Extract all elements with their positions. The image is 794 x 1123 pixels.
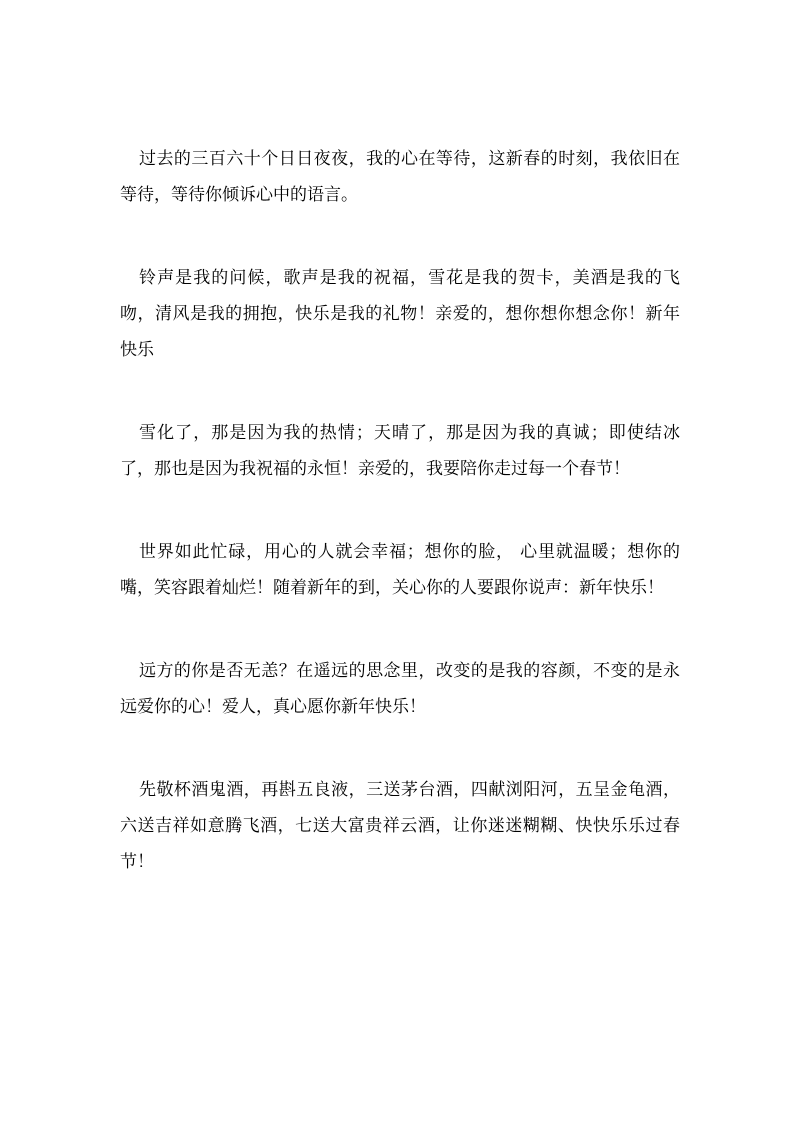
paragraph-6-text: 先敬杯酒鬼酒，再斟五良液，三送茅台酒，四献浏阳河，五呈金龟酒，六送吉祥如意腾飞酒，七送大富贵祥云酒，让你迷迷糊糊、快快乐乐过春节！ <box>120 780 680 872</box>
paragraph-5 <box>120 653 680 725</box>
paragraph-5-text: 远方的你是否无恙？在遥远的思念里，改变的是我的容颜，不变的是永远爱你的心！爱人，真心愿你新年快乐！ <box>120 661 680 717</box>
paragraph-3 <box>120 415 680 487</box>
paragraph-3-text: 雪化了，那是因为我的热情；天晴了，那是因为我的真诚；即使结冰了，那也是因为我祝福的永恒！亲爱的，我要陪你走过每一个春节！ <box>120 423 680 479</box>
paragraph-4 <box>120 534 680 606</box>
paragraph-6 <box>120 772 680 880</box>
paragraph-4-text: 世界如此忙碌，用心的人就会幸福；想你的脸， 心里就温暖；想你的嘴，笑容跟着灿烂！随着新年的到，关心你的人要跟你说声：新年快乐！ <box>120 542 680 598</box>
paragraph-1-text: 过去的三百六十个日日夜夜，我的心在等待，这新春的时刻，我依旧在等待，等待你倾诉心中的语言。 <box>120 149 680 205</box>
paragraph-1 <box>120 141 680 213</box>
paragraph-2-text: 铃声是我的问候，歌声是我的祝福，雪花是我的贺卡，美酒是我的飞吻，清风是我的拥抱，快乐是我的礼物！亲爱的，想你想你想念你！新年快乐 <box>120 268 680 360</box>
document-body <box>120 141 680 927</box>
paragraph-2 <box>120 260 680 368</box>
